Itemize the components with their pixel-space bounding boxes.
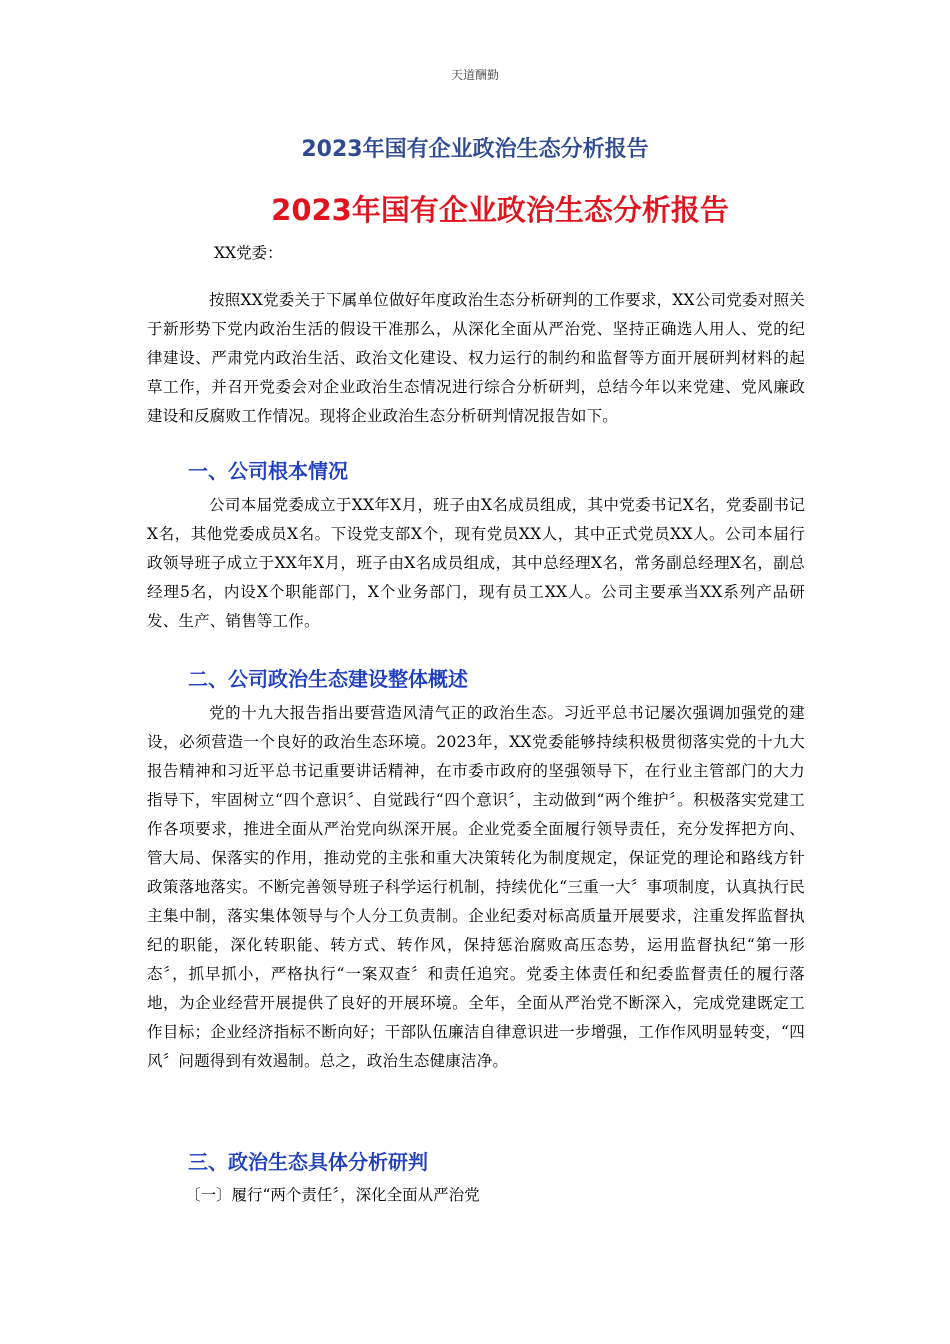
section-1-heading: 一、公司根本情况 <box>188 459 348 483</box>
section-2-heading: 二、公司政治生态建设整体概述 <box>188 667 468 691</box>
intro-paragraph: 按照XX党委关于下属单位做好年度政治生态分析研判的工作要求，XX公司党委对照关于新形势下党内政治生活的假设干准那么，从深化全面从严治党、坚持正确选人用人、党的纪律建设、严肃党内政治生活、政治文化建设、权力运行的制约和监督等方面开展研判材料的起草工作，并召开党委会对企业政治生态情况进行综合分析研判，总结今年以来党建、党风廉政建设和反腐败工作情况。现将企业政治生态分析研判情况报告如下。 <box>147 291 805 425</box>
section-3-subheading: 〔一〕履行“两个责任〞，深化全面从严治党 <box>185 1186 480 1204</box>
section-2-paragraph: 党的十九大报告指出要营造风清气正的政治生态。习近平总书记屡次强调加强党的建设，必须营造一个良好的政治生态环境。2023年，XX党委能够持续积极贯彻落实党的十九大报告精神和习近平总书记重要讲话精神，在市委市政府的坚强领导下，在行业主管部门的大力指导下，牢固树立“四个意识〞、自觉践行“四个意识〞，主动做到“两个维护〞。积极落实党建工作各项要求，推进全面从严治党向纵深开展。企业党委全面履行领导责任，充分发挥把方向、管大局、保落实的作用，推动党的主张和重大决策转化为制度规定，保证党的理论和路线方针政策落地落实。不断完善领导班子科学运行机制，持续优化“三重一大〞事项制度，认真执行民主集中制，落实集体领导与个人分工负责制。企业纪委对标高质量开展要求，注重发挥监督执纪的职能，深化转职能、转方式、转作风，保持惩治腐败高压态势，运用监督执纪“第一形态〞，抓早抓小，严格执行“一案双查〞和责任追究。党委主体责任和纪委监督责任的履行落地，为企业经营开展提供了良好的开展环境。全年，全面从严治党不断深入，完成党建既定工作目标；企业经济指标不断向好；干部队伍廉洁自律意识进一步增强，工作作风明显转变，“四风〞问题得到有效遏制。总之，政治生态健康洁净。 <box>147 704 805 1070</box>
document-title-large: 2023年国有企业政治生态分析报告 <box>271 193 729 227</box>
header-watermark: 天道酬勤 <box>450 68 499 82</box>
salutation: XX党委： <box>214 244 283 262</box>
document-title-small: 2023年国有企业政治生态分析报告 <box>301 137 649 162</box>
section-1-paragraph: 公司本届党委成立于XX年X月，班子由X名成员组成，其中党委书记X名，党委副书记X名，其他党委成员X名。下设党支部X个，现有党员XX人，其中正式党员XX人。公司本届行政领导班子成立于XX年X月，班子由X名成员组成，其中总经理X名，常务副总经理X名，副总经理5名，内设X个职能部门，X个业务部门，现有员工XX人。公司主要承当XX系列产品研发、生产、销售等工作。 <box>147 496 805 630</box>
section-3-heading: 三、政治生态具体分析研判 <box>188 1150 428 1174</box>
